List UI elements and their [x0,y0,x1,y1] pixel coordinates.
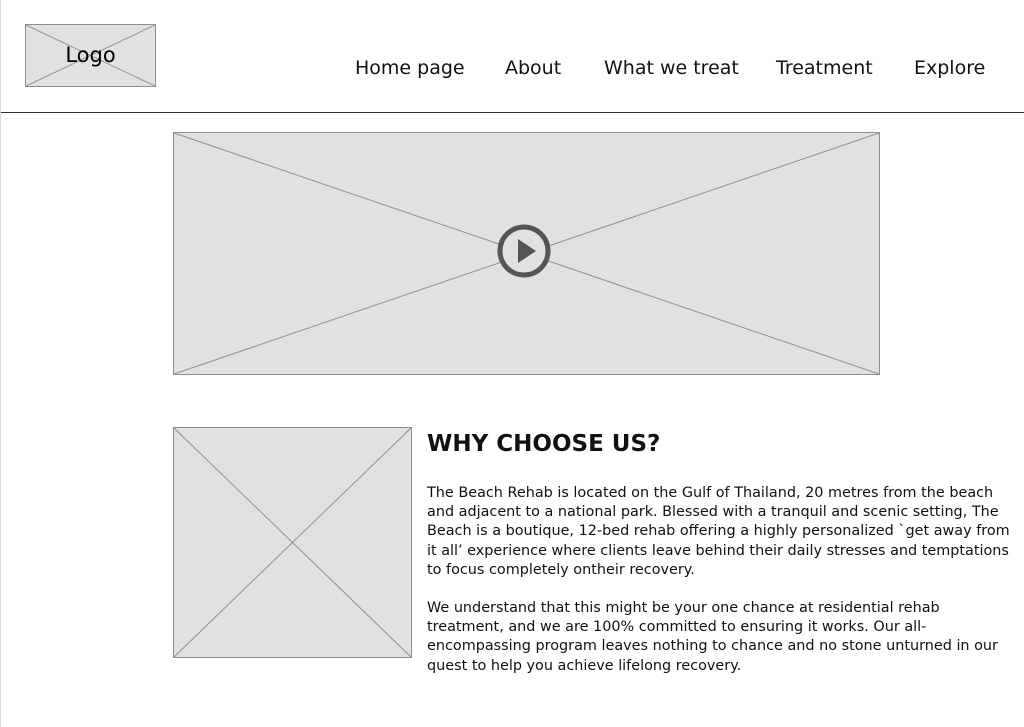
nav-item-treatment[interactable]: Treatment [776,57,873,79]
header-divider [1,112,1024,113]
intro-paragraph: The Beach Rehab is located on the Gulf of Thailand, 20 metres from the beach and adjacent to a national park. Blessed with a tranquil and scenic setting, The Beach is a boutique, 12-bed rehab offering a highly personalized `get away from it all’ experience where clients leave behind their daily stresses and temptations to focus completely ontheir recovery. [427,485,1010,578]
commitment-paragraph: We understand that this might be your one chance at residential rehab treatment, and we are 100% committed to ensuring it works. Our all-encompassing program leaves nothing to chance and no stone unturned in our quest to help you achieve lifelong recovery. [427,600,998,674]
image-placeholder-cross [174,428,411,657]
nav-item-home[interactable]: Home page [355,57,465,79]
feature-image-placeholder [173,427,412,658]
nav-item-about[interactable]: About [505,57,562,79]
nav-item-what-we-treat[interactable]: What we treat [604,57,739,79]
section-title: WHY CHOOSE US? [427,431,661,457]
logo-text: Logo [65,43,116,67]
main-nav [1,55,1024,83]
play-circle-icon[interactable] [497,224,551,278]
nav-item-explore[interactable]: Explore [914,57,986,79]
